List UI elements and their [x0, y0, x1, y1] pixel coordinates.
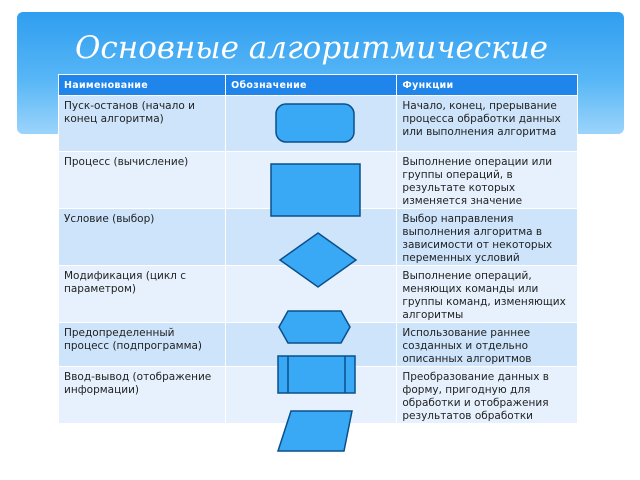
cell-name: Предопределенный процесс (подпрограмма): [59, 323, 226, 367]
slide-title: Основные алгоритмические: [75, 30, 549, 66]
cell-symbol: [226, 96, 397, 152]
cell-symbol: [226, 152, 397, 209]
cell-function: Использование раннее созданных и отдельно описанных алгоритмов: [397, 323, 578, 367]
cell-name: Условие (выбор): [59, 209, 226, 266]
table-row: [59, 152, 578, 209]
cell-function: Выполнение операции или группы операций, в результате которых изменяется значение: [397, 152, 578, 209]
table-row: [59, 96, 578, 152]
cell-symbol: [226, 266, 397, 323]
cell-function: Начало, конец, прерывание процесса обработки данных или выполнения алгоритма: [397, 96, 578, 152]
column-header-function: Функции: [397, 75, 578, 96]
cell-name: Процесс (вычисление): [59, 152, 226, 209]
column-header-name: Наименование: [59, 75, 226, 96]
cell-name: Ввод-вывод (отображение информации): [59, 367, 226, 424]
cell-symbol: [226, 209, 397, 266]
cell-symbol: [226, 323, 397, 367]
table-row: [59, 266, 578, 323]
table-row: [59, 323, 578, 367]
table-row: [59, 367, 578, 424]
cell-name: Модификация (цикл с параметром): [59, 266, 226, 323]
table-header-row: [59, 75, 578, 96]
cell-symbol: [226, 367, 397, 424]
table-row: [59, 209, 578, 266]
column-header-symbol: Обозначение: [226, 75, 397, 96]
cell-function: Выполнение операций, меняющих команды или группы команд, изменяющих алгоритмы: [397, 266, 578, 323]
cell-function: Преобразование данных в форму, пригодную для обработки и отображения результатов обработки: [397, 367, 578, 424]
cell-function: Выбор направления выполнения алгоритма в зависимости от некоторых переменных условий: [397, 209, 578, 266]
cell-name: Пуск-останов (начало и конец алгоритма): [59, 96, 226, 152]
algorithm-symbols-table: [58, 74, 578, 424]
